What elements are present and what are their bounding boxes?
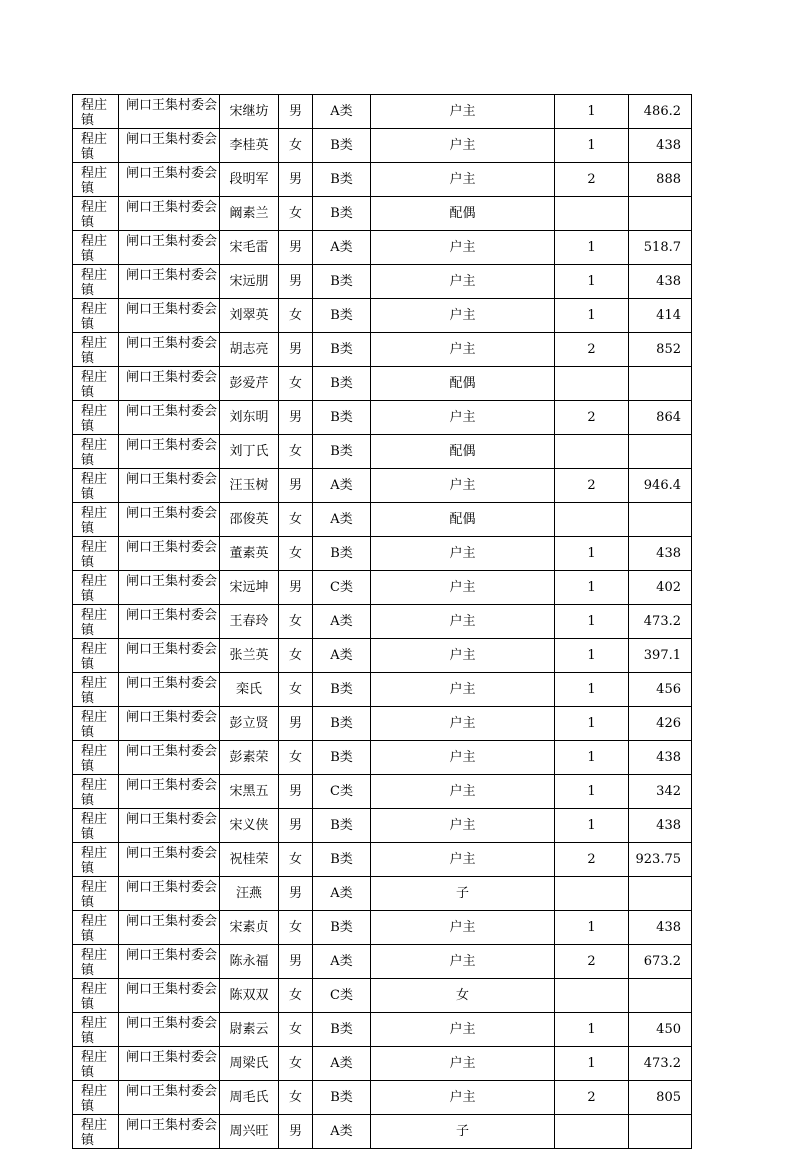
amount-cell bbox=[629, 367, 692, 401]
village-cell: 闸口王集村委会 bbox=[119, 1081, 220, 1115]
village-cell: 闸口王集村委会 bbox=[119, 639, 220, 673]
count-cell: 1 bbox=[555, 129, 629, 163]
amount-cell: 342 bbox=[629, 775, 692, 809]
table-row bbox=[73, 707, 692, 741]
town-cell: 程庄镇 bbox=[73, 809, 119, 843]
name-cell: 彭素荣 bbox=[220, 741, 279, 775]
table-row bbox=[73, 1047, 692, 1081]
sex-cell: 男 bbox=[279, 265, 313, 299]
table-row bbox=[73, 979, 692, 1013]
sex-cell: 女 bbox=[279, 1013, 313, 1047]
table-row bbox=[73, 775, 692, 809]
amount-cell: 456 bbox=[629, 673, 692, 707]
category-cell: C类 bbox=[313, 979, 371, 1013]
town-cell: 程庄镇 bbox=[73, 469, 119, 503]
table-row bbox=[73, 911, 692, 945]
count-cell: 1 bbox=[555, 775, 629, 809]
count-cell: 1 bbox=[555, 741, 629, 775]
table-row bbox=[73, 197, 692, 231]
amount-cell: 402 bbox=[629, 571, 692, 605]
relation-cell: 户主 bbox=[371, 469, 555, 503]
sex-cell: 男 bbox=[279, 469, 313, 503]
amount-cell: 888 bbox=[629, 163, 692, 197]
count-cell: 1 bbox=[555, 673, 629, 707]
village-cell: 闸口王集村委会 bbox=[119, 299, 220, 333]
relation-cell: 户主 bbox=[371, 571, 555, 605]
sex-cell: 女 bbox=[279, 979, 313, 1013]
name-cell: 邵俊英 bbox=[220, 503, 279, 537]
village-cell: 闸口王集村委会 bbox=[119, 333, 220, 367]
relation-cell: 户主 bbox=[371, 1047, 555, 1081]
count-cell: 1 bbox=[555, 571, 629, 605]
town-cell: 程庄镇 bbox=[73, 129, 119, 163]
village-cell: 闸口王集村委会 bbox=[119, 877, 220, 911]
category-cell: A类 bbox=[313, 503, 371, 537]
name-cell: 宋远坤 bbox=[220, 571, 279, 605]
count-cell bbox=[555, 367, 629, 401]
count-cell: 1 bbox=[555, 707, 629, 741]
amount-cell bbox=[629, 979, 692, 1013]
village-cell: 闸口王集村委会 bbox=[119, 1013, 220, 1047]
village-cell: 闸口王集村委会 bbox=[119, 231, 220, 265]
amount-cell: 438 bbox=[629, 265, 692, 299]
sex-cell: 男 bbox=[279, 809, 313, 843]
relation-cell: 配偶 bbox=[371, 503, 555, 537]
town-cell: 程庄镇 bbox=[73, 945, 119, 979]
table-row bbox=[73, 877, 692, 911]
relation-cell: 户主 bbox=[371, 775, 555, 809]
count-cell: 1 bbox=[555, 299, 629, 333]
sex-cell: 女 bbox=[279, 299, 313, 333]
relation-cell: 户主 bbox=[371, 537, 555, 571]
table-row bbox=[73, 129, 692, 163]
amount-cell bbox=[629, 503, 692, 537]
amount-cell: 450 bbox=[629, 1013, 692, 1047]
town-cell: 程庄镇 bbox=[73, 979, 119, 1013]
amount-cell: 438 bbox=[629, 911, 692, 945]
town-cell: 程庄镇 bbox=[73, 571, 119, 605]
relation-cell: 配偶 bbox=[371, 435, 555, 469]
category-cell: B类 bbox=[313, 1013, 371, 1047]
village-cell: 闸口王集村委会 bbox=[119, 401, 220, 435]
name-cell: 刘东明 bbox=[220, 401, 279, 435]
amount-cell: 805 bbox=[629, 1081, 692, 1115]
town-cell: 程庄镇 bbox=[73, 911, 119, 945]
category-cell: B类 bbox=[313, 1081, 371, 1115]
sex-cell: 女 bbox=[279, 639, 313, 673]
name-cell: 宋义侠 bbox=[220, 809, 279, 843]
town-cell: 程庄镇 bbox=[73, 605, 119, 639]
relation-cell: 配偶 bbox=[371, 197, 555, 231]
village-cell: 闸口王集村委会 bbox=[119, 95, 220, 129]
table-row bbox=[73, 1081, 692, 1115]
town-cell: 程庄镇 bbox=[73, 537, 119, 571]
sex-cell: 女 bbox=[279, 911, 313, 945]
village-cell: 闸口王集村委会 bbox=[119, 537, 220, 571]
relation-cell: 户主 bbox=[371, 401, 555, 435]
name-cell: 汪燕 bbox=[220, 877, 279, 911]
village-cell: 闸口王集村委会 bbox=[119, 1115, 220, 1149]
village-cell: 闸口王集村委会 bbox=[119, 163, 220, 197]
count-cell bbox=[555, 503, 629, 537]
town-cell: 程庄镇 bbox=[73, 877, 119, 911]
table-row bbox=[73, 1115, 692, 1149]
amount-cell: 397.1 bbox=[629, 639, 692, 673]
sex-cell: 女 bbox=[279, 673, 313, 707]
amount-cell: 438 bbox=[629, 741, 692, 775]
count-cell: 1 bbox=[555, 265, 629, 299]
sex-cell: 男 bbox=[279, 95, 313, 129]
table-row bbox=[73, 639, 692, 673]
amount-cell: 946.4 bbox=[629, 469, 692, 503]
amount-cell: 673.2 bbox=[629, 945, 692, 979]
name-cell: 张兰英 bbox=[220, 639, 279, 673]
relation-cell: 女 bbox=[371, 979, 555, 1013]
sex-cell: 女 bbox=[279, 129, 313, 163]
town-cell: 程庄镇 bbox=[73, 197, 119, 231]
count-cell: 1 bbox=[555, 95, 629, 129]
town-cell: 程庄镇 bbox=[73, 1013, 119, 1047]
name-cell: 周梁氏 bbox=[220, 1047, 279, 1081]
village-cell: 闸口王集村委会 bbox=[119, 571, 220, 605]
category-cell: B类 bbox=[313, 707, 371, 741]
town-cell: 程庄镇 bbox=[73, 639, 119, 673]
table-row bbox=[73, 299, 692, 333]
count-cell bbox=[555, 979, 629, 1013]
table-row bbox=[73, 571, 692, 605]
sex-cell: 女 bbox=[279, 503, 313, 537]
name-cell: 段明军 bbox=[220, 163, 279, 197]
amount-cell bbox=[629, 197, 692, 231]
category-cell: C类 bbox=[313, 775, 371, 809]
table-row bbox=[73, 503, 692, 537]
sex-cell: 男 bbox=[279, 1115, 313, 1149]
relation-cell: 户主 bbox=[371, 333, 555, 367]
village-cell: 闸口王集村委会 bbox=[119, 843, 220, 877]
count-cell: 1 bbox=[555, 1047, 629, 1081]
category-cell: B类 bbox=[313, 809, 371, 843]
relation-cell: 户主 bbox=[371, 231, 555, 265]
village-cell: 闸口王集村委会 bbox=[119, 673, 220, 707]
category-cell: B类 bbox=[313, 843, 371, 877]
sex-cell: 男 bbox=[279, 333, 313, 367]
category-cell: A类 bbox=[313, 639, 371, 673]
relation-cell: 户主 bbox=[371, 299, 555, 333]
village-cell: 闸口王集村委会 bbox=[119, 605, 220, 639]
category-cell: A类 bbox=[313, 1047, 371, 1081]
town-cell: 程庄镇 bbox=[73, 163, 119, 197]
count-cell: 2 bbox=[555, 843, 629, 877]
table-row bbox=[73, 673, 692, 707]
table-row bbox=[73, 401, 692, 435]
name-cell: 刘翠英 bbox=[220, 299, 279, 333]
town-cell: 程庄镇 bbox=[73, 435, 119, 469]
table-row bbox=[73, 435, 692, 469]
name-cell: 陈双双 bbox=[220, 979, 279, 1013]
category-cell: B类 bbox=[313, 911, 371, 945]
relation-cell: 户主 bbox=[371, 639, 555, 673]
category-cell: A类 bbox=[313, 605, 371, 639]
count-cell: 2 bbox=[555, 163, 629, 197]
relation-cell: 户主 bbox=[371, 95, 555, 129]
relation-cell: 户主 bbox=[371, 163, 555, 197]
category-cell: B类 bbox=[313, 265, 371, 299]
town-cell: 程庄镇 bbox=[73, 1115, 119, 1149]
count-cell bbox=[555, 197, 629, 231]
amount-cell: 518.7 bbox=[629, 231, 692, 265]
table-row bbox=[73, 809, 692, 843]
name-cell: 尉素云 bbox=[220, 1013, 279, 1047]
count-cell: 2 bbox=[555, 333, 629, 367]
amount-cell: 438 bbox=[629, 537, 692, 571]
name-cell: 宋毛雷 bbox=[220, 231, 279, 265]
relation-cell: 子 bbox=[371, 877, 555, 911]
amount-cell bbox=[629, 435, 692, 469]
category-cell: C类 bbox=[313, 571, 371, 605]
table-row bbox=[73, 843, 692, 877]
town-cell: 程庄镇 bbox=[73, 299, 119, 333]
name-cell: 宋素贞 bbox=[220, 911, 279, 945]
table-row bbox=[73, 333, 692, 367]
sex-cell: 女 bbox=[279, 537, 313, 571]
amount-cell bbox=[629, 877, 692, 911]
amount-cell: 473.2 bbox=[629, 605, 692, 639]
name-cell: 陈永福 bbox=[220, 945, 279, 979]
category-cell: B类 bbox=[313, 741, 371, 775]
relation-cell: 户主 bbox=[371, 809, 555, 843]
category-cell: B类 bbox=[313, 537, 371, 571]
village-cell: 闸口王集村委会 bbox=[119, 435, 220, 469]
name-cell: 周毛氏 bbox=[220, 1081, 279, 1115]
count-cell bbox=[555, 435, 629, 469]
category-cell: B类 bbox=[313, 197, 371, 231]
town-cell: 程庄镇 bbox=[73, 95, 119, 129]
category-cell: A类 bbox=[313, 1115, 371, 1149]
relation-cell: 户主 bbox=[371, 1013, 555, 1047]
table-row bbox=[73, 265, 692, 299]
name-cell: 董素英 bbox=[220, 537, 279, 571]
relation-cell: 户主 bbox=[371, 129, 555, 163]
sex-cell: 男 bbox=[279, 877, 313, 911]
amount-cell: 414 bbox=[629, 299, 692, 333]
village-cell: 闸口王集村委会 bbox=[119, 741, 220, 775]
category-cell: A类 bbox=[313, 469, 371, 503]
sex-cell: 女 bbox=[279, 1081, 313, 1115]
table-row bbox=[73, 945, 692, 979]
relation-cell: 户主 bbox=[371, 945, 555, 979]
amount-cell: 473.2 bbox=[629, 1047, 692, 1081]
town-cell: 程庄镇 bbox=[73, 333, 119, 367]
category-cell: B类 bbox=[313, 299, 371, 333]
sex-cell: 女 bbox=[279, 843, 313, 877]
name-cell: 彭爱芹 bbox=[220, 367, 279, 401]
town-cell: 程庄镇 bbox=[73, 503, 119, 537]
relation-cell: 子 bbox=[371, 1115, 555, 1149]
table-row bbox=[73, 537, 692, 571]
town-cell: 程庄镇 bbox=[73, 775, 119, 809]
town-cell: 程庄镇 bbox=[73, 707, 119, 741]
name-cell: 祝桂荣 bbox=[220, 843, 279, 877]
name-cell: 彭立贤 bbox=[220, 707, 279, 741]
town-cell: 程庄镇 bbox=[73, 673, 119, 707]
name-cell: 李桂英 bbox=[220, 129, 279, 163]
table-row bbox=[73, 367, 692, 401]
village-cell: 闸口王集村委会 bbox=[119, 265, 220, 299]
sex-cell: 女 bbox=[279, 197, 313, 231]
relation-cell: 配偶 bbox=[371, 367, 555, 401]
table-row bbox=[73, 741, 692, 775]
relation-cell: 户主 bbox=[371, 741, 555, 775]
count-cell: 1 bbox=[555, 605, 629, 639]
name-cell: 胡志亮 bbox=[220, 333, 279, 367]
table-row bbox=[73, 1013, 692, 1047]
name-cell: 阚素兰 bbox=[220, 197, 279, 231]
table-row bbox=[73, 163, 692, 197]
count-cell: 2 bbox=[555, 401, 629, 435]
town-cell: 程庄镇 bbox=[73, 231, 119, 265]
count-cell: 1 bbox=[555, 231, 629, 265]
village-cell: 闸口王集村委会 bbox=[119, 197, 220, 231]
name-cell: 王春玲 bbox=[220, 605, 279, 639]
village-cell: 闸口王集村委会 bbox=[119, 503, 220, 537]
count-cell bbox=[555, 1115, 629, 1149]
category-cell: B类 bbox=[313, 673, 371, 707]
name-cell: 宋远朋 bbox=[220, 265, 279, 299]
amount-cell: 486.2 bbox=[629, 95, 692, 129]
sex-cell: 男 bbox=[279, 707, 313, 741]
category-cell: A类 bbox=[313, 877, 371, 911]
village-cell: 闸口王集村委会 bbox=[119, 129, 220, 163]
town-cell: 程庄镇 bbox=[73, 401, 119, 435]
category-cell: B类 bbox=[313, 163, 371, 197]
table-row bbox=[73, 469, 692, 503]
table-row bbox=[73, 231, 692, 265]
category-cell: B类 bbox=[313, 367, 371, 401]
sex-cell: 男 bbox=[279, 401, 313, 435]
sex-cell: 女 bbox=[279, 741, 313, 775]
category-cell: A类 bbox=[313, 945, 371, 979]
relation-cell: 户主 bbox=[371, 605, 555, 639]
village-cell: 闸口王集村委会 bbox=[119, 775, 220, 809]
sex-cell: 男 bbox=[279, 231, 313, 265]
sex-cell: 男 bbox=[279, 945, 313, 979]
table-row bbox=[73, 605, 692, 639]
sex-cell: 男 bbox=[279, 571, 313, 605]
name-cell: 周兴旺 bbox=[220, 1115, 279, 1149]
amount-cell: 923.75 bbox=[629, 843, 692, 877]
count-cell: 1 bbox=[555, 1013, 629, 1047]
name-cell: 栾氏 bbox=[220, 673, 279, 707]
count-cell: 1 bbox=[555, 911, 629, 945]
category-cell: B类 bbox=[313, 435, 371, 469]
name-cell: 汪玉树 bbox=[220, 469, 279, 503]
category-cell: B类 bbox=[313, 401, 371, 435]
count-cell: 1 bbox=[555, 809, 629, 843]
relation-cell: 户主 bbox=[371, 911, 555, 945]
village-cell: 闸口王集村委会 bbox=[119, 809, 220, 843]
relation-cell: 户主 bbox=[371, 673, 555, 707]
count-cell bbox=[555, 877, 629, 911]
sex-cell: 男 bbox=[279, 775, 313, 809]
relation-cell: 户主 bbox=[371, 843, 555, 877]
village-cell: 闸口王集村委会 bbox=[119, 979, 220, 1013]
relation-cell: 户主 bbox=[371, 265, 555, 299]
category-cell: A类 bbox=[313, 231, 371, 265]
amount-cell: 438 bbox=[629, 129, 692, 163]
category-cell: B类 bbox=[313, 129, 371, 163]
town-cell: 程庄镇 bbox=[73, 741, 119, 775]
count-cell: 2 bbox=[555, 1081, 629, 1115]
village-cell: 闸口王集村委会 bbox=[119, 945, 220, 979]
category-cell: A类 bbox=[313, 95, 371, 129]
count-cell: 2 bbox=[555, 469, 629, 503]
village-cell: 闸口王集村委会 bbox=[119, 911, 220, 945]
category-cell: B类 bbox=[313, 333, 371, 367]
amount-cell: 438 bbox=[629, 809, 692, 843]
name-cell: 刘丁氏 bbox=[220, 435, 279, 469]
village-cell: 闸口王集村委会 bbox=[119, 1047, 220, 1081]
table-body bbox=[73, 95, 692, 1149]
amount-cell bbox=[629, 1115, 692, 1149]
town-cell: 程庄镇 bbox=[73, 1081, 119, 1115]
name-cell: 宋黑五 bbox=[220, 775, 279, 809]
table-row bbox=[73, 95, 692, 129]
sex-cell: 女 bbox=[279, 605, 313, 639]
count-cell: 2 bbox=[555, 945, 629, 979]
sex-cell: 女 bbox=[279, 1047, 313, 1081]
count-cell: 1 bbox=[555, 639, 629, 673]
amount-cell: 852 bbox=[629, 333, 692, 367]
sex-cell: 男 bbox=[279, 163, 313, 197]
village-cell: 闸口王集村委会 bbox=[119, 367, 220, 401]
relation-cell: 户主 bbox=[371, 1081, 555, 1115]
amount-cell: 864 bbox=[629, 401, 692, 435]
sex-cell: 女 bbox=[279, 435, 313, 469]
village-cell: 闸口王集村委会 bbox=[119, 707, 220, 741]
beneficiary-table bbox=[72, 94, 692, 1149]
count-cell: 1 bbox=[555, 537, 629, 571]
town-cell: 程庄镇 bbox=[73, 1047, 119, 1081]
relation-cell: 户主 bbox=[371, 707, 555, 741]
amount-cell: 426 bbox=[629, 707, 692, 741]
sex-cell: 女 bbox=[279, 367, 313, 401]
town-cell: 程庄镇 bbox=[73, 265, 119, 299]
name-cell: 宋继坊 bbox=[220, 95, 279, 129]
town-cell: 程庄镇 bbox=[73, 843, 119, 877]
village-cell: 闸口王集村委会 bbox=[119, 469, 220, 503]
town-cell: 程庄镇 bbox=[73, 367, 119, 401]
